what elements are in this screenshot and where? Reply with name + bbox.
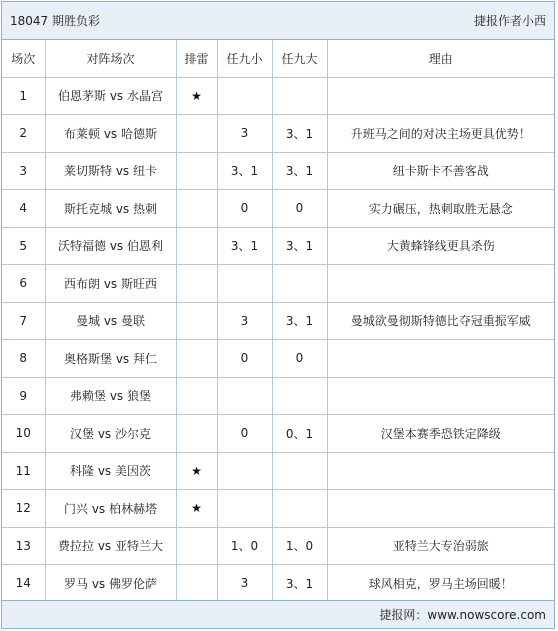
match-number-cell: 2 xyxy=(2,115,45,153)
table-row xyxy=(2,452,554,490)
pick-small-cell xyxy=(217,452,272,490)
column-header-no: 场次 xyxy=(2,40,45,77)
pick-big-cell xyxy=(272,490,327,528)
prediction-table xyxy=(2,40,554,603)
issue-title: 18047 期胜负彩 xyxy=(10,14,100,28)
footer-bar xyxy=(2,600,554,628)
reason-cell: 曼城欲曼彻斯特德比夺冠重振军威 xyxy=(327,302,554,340)
match-cell: 奥格斯堡 vs 拜仁 xyxy=(45,340,176,378)
lottery-table-panel xyxy=(1,1,555,629)
pick-small-cell: 0 xyxy=(217,190,272,228)
match-number-cell: 10 xyxy=(2,415,45,453)
pick-big-cell: 3、1 xyxy=(272,302,327,340)
mine-marker-cell xyxy=(176,115,217,153)
match-cell: 西布朗 vs 斯旺西 xyxy=(45,265,176,303)
match-number-cell: 9 xyxy=(2,377,45,415)
table-row xyxy=(2,265,554,303)
match-number-cell: 6 xyxy=(2,265,45,303)
table-header-row xyxy=(2,40,554,77)
pick-small-cell: 0 xyxy=(217,340,272,378)
pick-big-cell: 3、1 xyxy=(272,565,327,603)
pick-big-cell: 3、1 xyxy=(272,152,327,190)
match-cell: 费拉拉 vs 亚特兰大 xyxy=(45,527,176,565)
match-cell: 斯托克城 vs 热刺 xyxy=(45,190,176,228)
match-number-cell: 14 xyxy=(2,565,45,603)
match-number-cell: 12 xyxy=(2,490,45,528)
column-header-reason: 理由 xyxy=(327,40,554,77)
column-header-small: 任九小 xyxy=(217,40,272,77)
table-row xyxy=(2,527,554,565)
pick-small-cell: 3、1 xyxy=(217,227,272,265)
mine-marker-cell xyxy=(176,190,217,228)
pick-small-cell: 1、0 xyxy=(217,527,272,565)
table-row xyxy=(2,227,554,265)
pick-big-cell: 1、0 xyxy=(272,527,327,565)
match-number-cell: 1 xyxy=(2,77,45,115)
pick-small-cell xyxy=(217,265,272,303)
pick-small-cell xyxy=(217,377,272,415)
source-label: 捷报网：www.nowscore.com xyxy=(379,608,546,622)
match-cell: 曼城 vs 曼联 xyxy=(45,302,176,340)
table-row xyxy=(2,340,554,378)
pick-big-cell: 3、1 xyxy=(272,115,327,153)
match-cell: 莱切斯特 vs 纽卡 xyxy=(45,152,176,190)
match-number-cell: 3 xyxy=(2,152,45,190)
mine-marker-cell: ★ xyxy=(176,452,217,490)
match-number-cell: 11 xyxy=(2,452,45,490)
reason-cell: 实力碾压，热刺取胜无悬念 xyxy=(327,190,554,228)
pick-small-cell: 3、1 xyxy=(217,152,272,190)
pick-big-cell xyxy=(272,377,327,415)
reason-cell: 升班马之间的对决主场更具优势！ xyxy=(327,115,554,153)
table-row xyxy=(2,77,554,115)
mine-marker-cell xyxy=(176,340,217,378)
reason-cell xyxy=(327,452,554,490)
mine-marker-cell xyxy=(176,377,217,415)
mine-marker-cell xyxy=(176,265,217,303)
match-cell: 科隆 vs 美因茨 xyxy=(45,452,176,490)
author-label: 捷报作者小西 xyxy=(473,14,546,28)
match-cell: 伯恩茅斯 vs 水晶宫 xyxy=(45,77,176,115)
table-body xyxy=(2,77,554,602)
table-row xyxy=(2,490,554,528)
match-number-cell: 7 xyxy=(2,302,45,340)
pick-small-cell: 0 xyxy=(217,415,272,453)
column-header-big: 任九大 xyxy=(272,40,327,77)
table-row xyxy=(2,565,554,603)
mine-marker-cell xyxy=(176,565,217,603)
match-number-cell: 8 xyxy=(2,340,45,378)
match-cell: 门兴 vs 柏林赫塔 xyxy=(45,490,176,528)
mine-marker-cell xyxy=(176,227,217,265)
column-header-match: 对阵场次 xyxy=(45,40,176,77)
pick-small-cell xyxy=(217,77,272,115)
match-cell: 布莱顿 vs 哈德斯 xyxy=(45,115,176,153)
mine-marker-cell: ★ xyxy=(176,77,217,115)
reason-cell xyxy=(327,490,554,528)
reason-cell: 纽卡斯卡不善客战 xyxy=(327,152,554,190)
match-number-cell: 13 xyxy=(2,527,45,565)
pick-big-cell: 0 xyxy=(272,340,327,378)
pick-big-cell: 3、1 xyxy=(272,227,327,265)
pick-small-cell: 3 xyxy=(217,302,272,340)
reason-cell: 大黄蜂锋线更具杀伤 xyxy=(327,227,554,265)
title-bar xyxy=(2,2,554,40)
reason-cell: 球风相克，罗马主场回暖！ xyxy=(327,565,554,603)
reason-cell: 亚特兰大专治弱旅 xyxy=(327,527,554,565)
reason-cell: 汉堡本赛季恐铁定降级 xyxy=(327,415,554,453)
match-number-cell: 4 xyxy=(2,190,45,228)
reason-cell xyxy=(327,340,554,378)
table-row xyxy=(2,115,554,153)
table-row xyxy=(2,302,554,340)
mine-marker-cell xyxy=(176,302,217,340)
pick-small-cell xyxy=(217,490,272,528)
reason-cell xyxy=(327,77,554,115)
match-number-cell: 5 xyxy=(2,227,45,265)
mine-marker-cell xyxy=(176,152,217,190)
match-cell: 沃特福德 vs 伯恩利 xyxy=(45,227,176,265)
match-cell: 汉堡 vs 沙尔克 xyxy=(45,415,176,453)
reason-cell xyxy=(327,265,554,303)
pick-big-cell xyxy=(272,265,327,303)
match-cell: 罗马 vs 佛罗伦萨 xyxy=(45,565,176,603)
pick-big-cell: 0、1 xyxy=(272,415,327,453)
pick-big-cell: 0 xyxy=(272,190,327,228)
mine-marker-cell xyxy=(176,415,217,453)
table-row xyxy=(2,415,554,453)
match-cell: 弗赖堡 vs 狼堡 xyxy=(45,377,176,415)
pick-big-cell xyxy=(272,77,327,115)
pick-small-cell: 3 xyxy=(217,115,272,153)
pick-big-cell xyxy=(272,452,327,490)
table-row xyxy=(2,152,554,190)
table-row xyxy=(2,190,554,228)
table-row xyxy=(2,377,554,415)
pick-small-cell: 3 xyxy=(217,565,272,603)
mine-marker-cell xyxy=(176,527,217,565)
column-header-mine: 排雷 xyxy=(176,40,217,77)
reason-cell xyxy=(327,377,554,415)
mine-marker-cell: ★ xyxy=(176,490,217,528)
